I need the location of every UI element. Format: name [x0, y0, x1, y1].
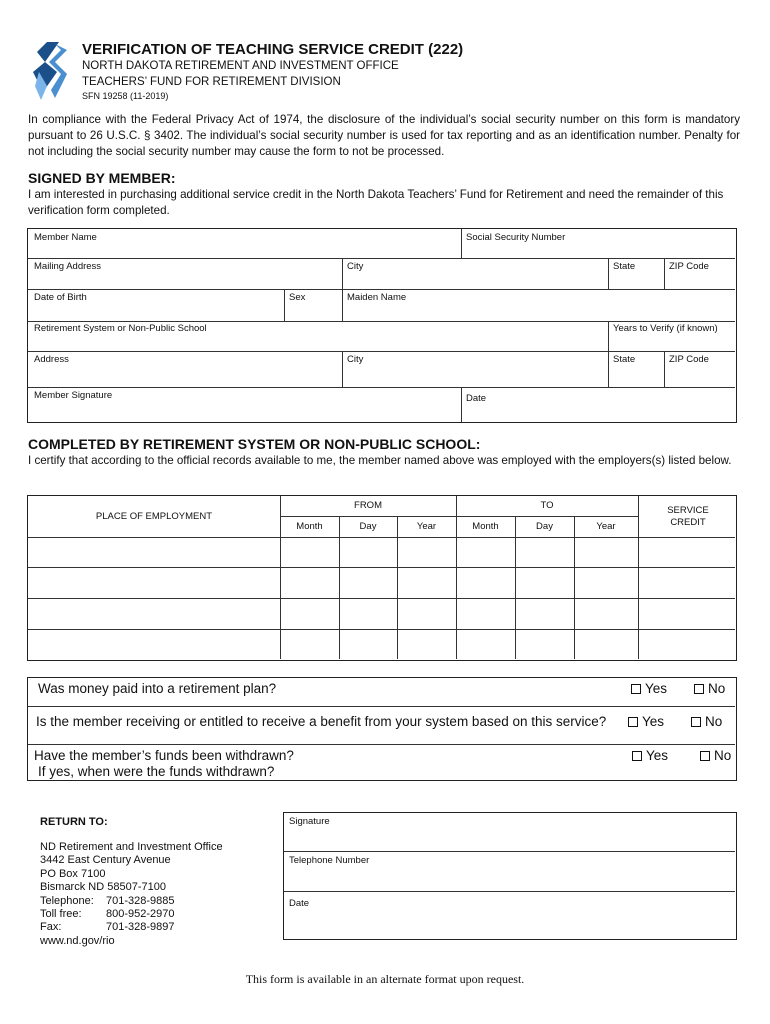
mailing-address-field[interactable]: Mailing Address [34, 261, 102, 272]
address-line: 3442 East Century Avenue [40, 854, 171, 867]
to-day-header: Day [536, 521, 553, 532]
service-credit-header-2: CREDIT [670, 517, 706, 528]
checkbox-icon[interactable] [694, 684, 704, 694]
system-section-heading: COMPLETED BY RETIREMENT SYSTEM OR NON-PUBLIC SCHOOL: [28, 436, 481, 452]
privacy-notice: In compliance with the Federal Privacy Act of 1974, the disclosure of the individual’s social security number on this form is mandatory pursuant to 26 U.S.C. § 3402. The individual’s social security number is used for tax reporting and as an identification number. Penalty for not including the social security number may cause the form to not be processed. [28, 113, 740, 158]
question-retirement-plan: Was money paid into a retirement plan? [38, 681, 277, 696]
to-header: TO [540, 500, 554, 511]
org-line-1: NORTH DAKOTA RETIREMENT AND INVESTMENT OFFICE [82, 60, 399, 72]
fax-line: Fax: 701-328-9897 [40, 921, 175, 934]
checkbox-icon[interactable] [631, 684, 641, 694]
to-year-header: Year [596, 521, 616, 532]
dob-field[interactable]: Date of Birth [34, 292, 87, 303]
ssn-field[interactable]: Social Security Number [466, 232, 566, 243]
from-day-header: Day [359, 521, 377, 532]
sex-field[interactable]: Sex [289, 292, 306, 303]
certifier-sign-box [283, 812, 737, 940]
member-section-heading: SIGNED BY MEMBER: [28, 170, 176, 186]
telephone-line: Telephone: 701-328-9885 [40, 894, 175, 907]
address-line: Bismarck ND 58507-7100 [40, 881, 166, 894]
zip2-field[interactable]: ZIP Code [669, 354, 709, 365]
place-of-employment-header: PLACE OF EMPLOYMENT [95, 511, 213, 522]
checkbox-icon[interactable] [628, 717, 638, 727]
checkbox-icon[interactable] [691, 717, 701, 727]
return-to-label: RETURN TO: [40, 816, 108, 828]
q1-yes-option[interactable]: Yes [631, 681, 667, 696]
state2-field[interactable]: State [613, 354, 636, 365]
member-section-intro: I am interested in purchasing additional service credit in the North Dakota Teachers’ Fund for Retirement and need the remainder of this verification form completed. [28, 188, 724, 217]
q3-yes-option[interactable]: Yes [632, 748, 668, 763]
member-info-table [27, 228, 737, 423]
state-field[interactable]: State [613, 261, 636, 272]
q2-yes-option[interactable]: Yes [628, 714, 664, 729]
q3-no-option[interactable]: No [700, 748, 731, 763]
checkbox-icon[interactable] [632, 751, 642, 761]
system-section-intro: I certify that according to the official records available to me, the member named above was employed with the employers(s) listed below. [28, 454, 732, 467]
zip-field[interactable]: ZIP Code [669, 261, 709, 272]
website-link[interactable]: www.nd.gov/rio [40, 934, 115, 947]
employment-table [27, 495, 737, 661]
form-number: SFN 19258 (11-2019) [82, 91, 169, 101]
q2-no-option[interactable]: No [691, 714, 722, 729]
form-title: VERIFICATION OF TEACHING SERVICE CREDIT (222) [82, 41, 464, 58]
service-credit-header-1: SERVICE [667, 505, 709, 516]
questions-box [27, 677, 737, 781]
city2-field[interactable]: City [347, 354, 364, 365]
return-address [40, 841, 223, 948]
q1-no-option[interactable]: No [694, 681, 725, 696]
from-header: FROM [354, 500, 382, 511]
question-receiving-benefit: Is the member receiving or entitled to receive a benefit from your system based on this service? [36, 714, 607, 729]
maiden-name-field[interactable]: Maiden Name [347, 292, 407, 303]
to-month-header: Month [472, 521, 499, 532]
address-line: PO Box 7100 [40, 867, 106, 880]
footer-note: This form is available in an alternate format upon request. [245, 972, 525, 986]
from-month-header: Month [296, 521, 323, 532]
org-line-2: TEACHERS’ FUND FOR RETIREMENT DIVISION [82, 76, 341, 88]
member-name-field[interactable]: Member Name [34, 232, 97, 243]
from-year-header: Year [416, 521, 437, 532]
question-funds-withdrawn: Have the member’s funds been withdrawn? [34, 748, 294, 763]
years-to-verify-field[interactable]: Years to Verify (if known) [613, 323, 718, 334]
member-signature-field[interactable]: Member Signature [34, 390, 113, 401]
rio-logo [33, 42, 69, 102]
address-line: ND Retirement and Investment Office [40, 841, 223, 853]
telephone-number-field[interactable]: Telephone Number [289, 855, 370, 866]
city-field[interactable]: City [347, 261, 364, 272]
question-withdrawn-when: If yes, when were the funds withdrawn? [38, 764, 275, 779]
checkbox-icon[interactable] [700, 751, 710, 761]
member-date-field[interactable]: Date [466, 393, 487, 404]
retirement-system-field[interactable]: Retirement System or Non-Public School [34, 323, 207, 334]
tollfree-line: Toll free: 800-952-2970 [40, 908, 175, 921]
address-field[interactable]: Address [34, 354, 69, 365]
certifier-signature-field[interactable]: Signature [289, 816, 330, 827]
certifier-date-field[interactable]: Date [289, 898, 310, 909]
